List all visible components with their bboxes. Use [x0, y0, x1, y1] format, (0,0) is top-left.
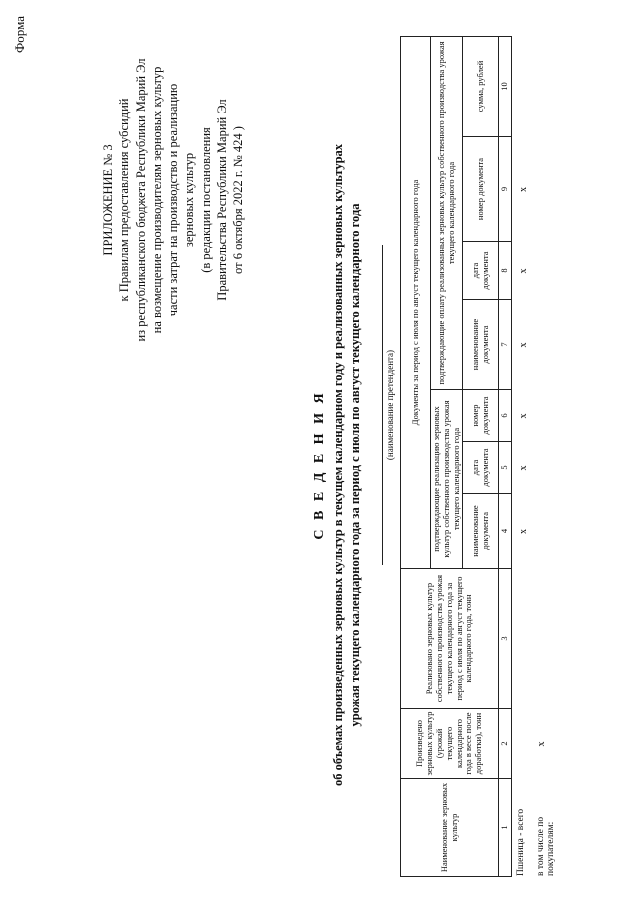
- appendix-line: части затрат на производство и реализацию: [166, 83, 180, 317]
- header-sum: сумма, рублей: [463, 36, 499, 136]
- column-number: 9: [499, 137, 512, 242]
- appendix-line: зерновых культур: [182, 152, 197, 248]
- header-doc-name: наименование документа: [463, 494, 499, 569]
- cell: x: [517, 465, 529, 471]
- subtitle-line: урожая текущего календарного года за период с июля по август текущего календарного года: [347, 203, 362, 727]
- column-number: 2: [499, 709, 512, 779]
- header-payment-docs: подтверждающие оплату реализованных зерновых культур собственного производства урожая текущего календарного года: [431, 36, 463, 389]
- table-row: [512, 37, 534, 877]
- header-sale-docs: подтверждающие реализацию зерновых культур собственного производства урожая текущего календарного года: [431, 390, 463, 569]
- data-table: [400, 36, 512, 877]
- header-doc-number: номер документа: [463, 137, 499, 242]
- appendix-line: (в редакции постановления: [198, 127, 213, 273]
- appendix-line: из республиканского бюджета Республики Марий Эл: [133, 58, 148, 342]
- cell: x: [517, 413, 529, 419]
- cell: x: [517, 187, 529, 192]
- cell: [512, 709, 534, 779]
- cell: [534, 37, 562, 137]
- cell: [534, 242, 562, 300]
- cell: [512, 569, 534, 709]
- header-doc-number: номер документа: [463, 390, 499, 442]
- cell: [534, 569, 562, 709]
- row-label: в том числе по покупателям:: [536, 816, 556, 876]
- appendix-line: на возмещение производителям зерновых культур: [149, 66, 164, 334]
- appendix-line: к Правилам предоставления субсидий: [117, 98, 132, 302]
- cell: [512, 37, 534, 137]
- cell: [534, 494, 562, 569]
- header-doc-date: дата документа: [463, 442, 499, 494]
- appendix-line: Правительства Республики Марий Эл: [214, 99, 229, 301]
- table-row: [534, 37, 562, 877]
- cell: [534, 300, 562, 390]
- header-produced: Произведено зерновых культур (урожай текущего календарного года в весе после доработки), тонн: [401, 709, 499, 779]
- column-number: 6: [499, 390, 512, 442]
- column-number: 10: [499, 36, 512, 136]
- header-sold: Реализовано зерновых культур собственного производства урожая текущего календарного года за период с июля по август текущего календарного года, тонн: [401, 569, 499, 709]
- header-documents: Документы за период с июля по август текущего календарного года: [401, 36, 431, 568]
- cell: x: [517, 529, 529, 534]
- column-number: 8: [499, 242, 512, 300]
- table-body-rows: [512, 37, 562, 877]
- column-number: 4: [499, 494, 512, 569]
- cell: [534, 390, 562, 442]
- appendix-title: ПРИЛОЖЕНИЕ № 3: [101, 144, 115, 256]
- appendix-line: от 6 октября 2022 г. № 424 ): [231, 126, 245, 274]
- column-number: 3: [499, 569, 512, 709]
- appendix-header: [100, 15, 246, 385]
- document-title: С В Е Д Е Н И Я: [312, 390, 327, 540]
- cell: [534, 442, 562, 494]
- applicant-name-line: [382, 245, 383, 565]
- header-crop-name: Наименование зерновых культур: [401, 779, 499, 877]
- cell: x: [517, 268, 529, 274]
- cell: x: [517, 342, 529, 348]
- column-number: 1: [499, 779, 512, 877]
- applicant-caption: (наименование претендента): [385, 349, 395, 461]
- cell: [534, 137, 562, 242]
- row-label: Пшеница - всего: [516, 808, 526, 876]
- column-number: 7: [499, 300, 512, 390]
- form-label: Форма: [12, 16, 27, 53]
- column-number: 5: [499, 442, 512, 494]
- cell: x: [536, 741, 547, 747]
- subtitle-line: об объемах произведенных зерновых культур в текущем календарном году и реализованных зерновых культурах: [331, 143, 345, 787]
- header-doc-date: дата документа: [463, 242, 499, 300]
- document-subtitle: [330, 50, 364, 880]
- header-doc-name: наименование документа: [463, 300, 499, 390]
